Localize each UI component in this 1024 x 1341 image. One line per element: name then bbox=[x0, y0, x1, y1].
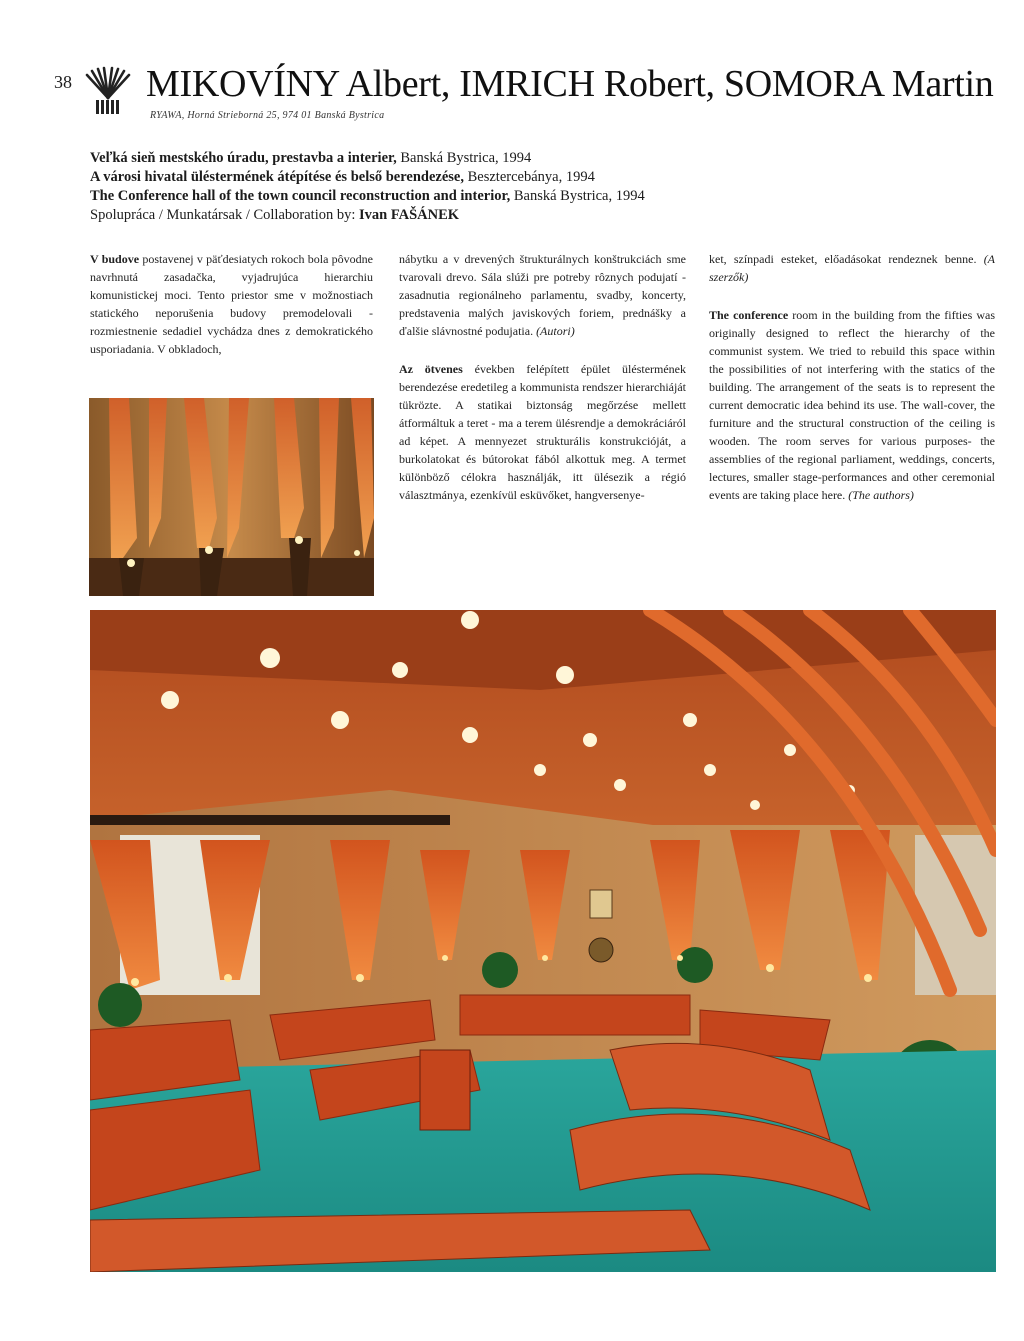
english-lead: The conference bbox=[709, 308, 789, 322]
paragraph-slovak-continued bbox=[399, 250, 686, 340]
title-slovak-place: Banská Bystrica, 1994 bbox=[396, 150, 532, 166]
hungarian-signature: (A szerzők) bbox=[709, 252, 996, 284]
ryawa-fan-logo-icon bbox=[84, 66, 132, 116]
hungarian-body-continued: ket, színpadi esteket, előadásokat rendeznek benne. bbox=[709, 252, 977, 266]
slovak-lead: V budove bbox=[90, 252, 140, 266]
hungarian-lead: Az ötvenes bbox=[399, 362, 463, 376]
detail-photo-wooden-columns bbox=[89, 398, 374, 596]
column-right bbox=[709, 250, 995, 504]
page-number: 38 bbox=[54, 72, 72, 92]
collaborator-name: Ivan FAŠÁNEK bbox=[359, 207, 460, 223]
paragraph-hungarian bbox=[399, 360, 686, 504]
collaboration-line bbox=[90, 206, 970, 225]
title-english-place: Banská Bystrica, 1994 bbox=[510, 188, 645, 204]
title-slovak-bold: Veľká sieň mestského úradu, prestavba a interier, bbox=[90, 150, 397, 166]
collaboration-label: Spolupráca / Munkatársak / Collaboration by: bbox=[90, 207, 360, 223]
hungarian-body: években felépített épület üléstermének berendezése eredetileg a kommunista rendszer hierarchiáját tükrözte. A statikai biztonság megőrzése mellett átformáltuk a teret - ma a terem ülésrendje a demokráciáról ad képet. A mennyezet strukturális konstrukcióját, a burkolatokat és bútorokat fából alkottuk meg. A termet különböző célokra használják, itt ülésezik a régió választmánya, ezenkívül esküvőket, hangversenye- bbox=[399, 362, 687, 502]
english-signature: (The authors) bbox=[848, 488, 914, 502]
title-hungarian-place: Besztercebánya, 1994 bbox=[464, 169, 595, 185]
slovak-body-continued: nábytku a v drevených štrukturálnych konštrukciách sme tvarovali drevo. Sála slúži pre potreby rôznych podujatí - zasadnutia regionálneho parlamentu, svadby, koncerty, predstavenia malých javiskových foriem, prednášky a ďalšie slávnostné podujatia. bbox=[399, 252, 686, 338]
paragraph-english bbox=[709, 306, 995, 504]
title-english-bold: The Conference hall of the town council reconstruction and interior, bbox=[90, 188, 511, 204]
authors-heading: MIKOVÍNY Albert, IMRICH Robert, SOMORA Martin bbox=[146, 63, 994, 105]
column-slovak bbox=[90, 250, 373, 358]
title-hungarian bbox=[90, 168, 970, 187]
main-photo-conference-hall bbox=[90, 610, 996, 1272]
slovak-body: postavenej v päťdesiatych rokoch bola pôvodne navrhnutá zasadačka, vyjadrujúca hierarchiu komunistickej moci. Tento priestor sme v možnostiach statického neporušenia budovy premodelovali - rozmiestnenie sedadiel vychádza dnes z demokratického usporiadania. V obkladoch, bbox=[90, 252, 373, 356]
column-middle bbox=[399, 250, 686, 504]
title-english bbox=[90, 187, 970, 206]
english-body: room in the building from the fifties was originally designed to reflect the hierarchy of the communist system. We tried to rebuild this space within the possibilities of not interfering with the statics of the building. The arrangement of the seats is to represent the current democratic idea behind its use. The wall-cover, the furniture and the structural construction of the ceiling is wooden. The room serves for various purposes- the assemblies of the regional parliament, weddings, concerts, lectures, smaller stage-performances and other ceremonial events are taking place here. bbox=[709, 308, 996, 502]
project-headings bbox=[90, 149, 970, 225]
title-hungarian-bold: A városi hivatal üléstermének átépítése és belső berendezése, bbox=[90, 169, 464, 185]
paragraph-slovak bbox=[90, 250, 373, 358]
studio-address: RYAWA, Horná Strieborná 25, 974 01 Banská Bystrica bbox=[150, 110, 385, 121]
paragraph-hungarian-continued bbox=[709, 250, 995, 286]
slovak-signature: (Autori) bbox=[536, 324, 575, 338]
title-slovak bbox=[90, 149, 970, 168]
